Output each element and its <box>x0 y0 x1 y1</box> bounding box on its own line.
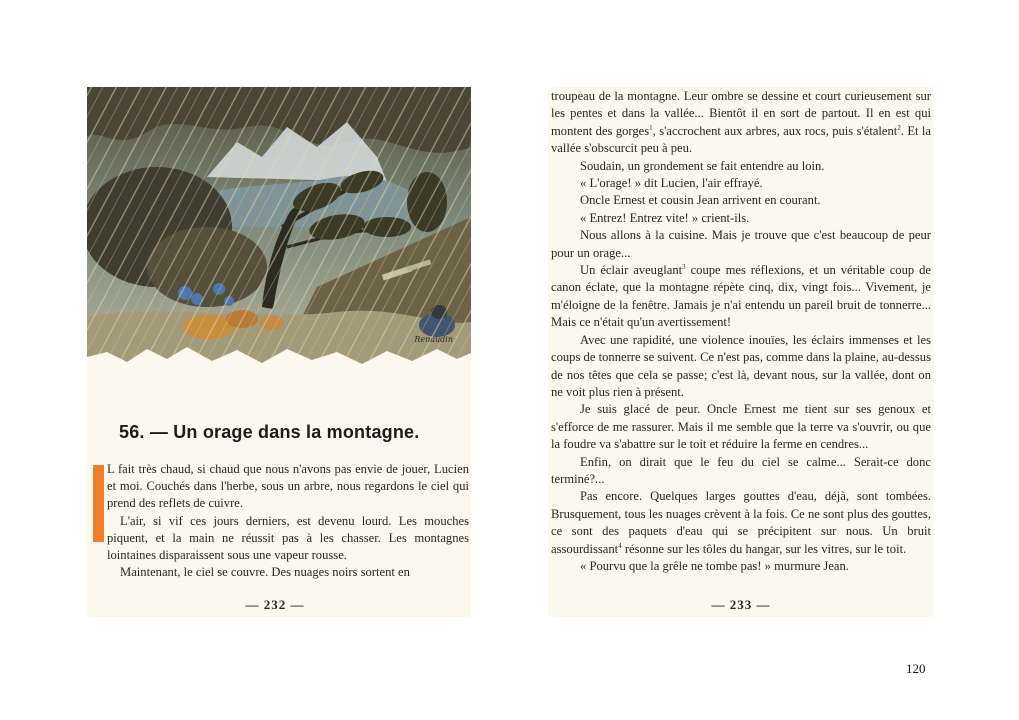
page-number-right: — 233 — <box>711 597 771 612</box>
paragraph: Soudain, un grondement se fait entendre au loin. <box>580 158 825 173</box>
text-run: troupeau de la montagne. Leur ombre se dessine et court curieusement sur les pentes et dans la vallée... Bientôt il en sort de partout. Il en est qui montent des gorges <box>551 89 931 138</box>
text-run: Pas encore. Quelques larges gouttes d'eau, déjà, sont tombées. Brusquement, tous les nuages crèvent à la fois. Ce ne sont plus des gouttes, ce sont des paquets d'eau qui se précipitent sur nous. Un bruit assourdissant <box>551 489 931 556</box>
paragraph: Nous allons à la cuisine. Mais je trouve que c'est beaucoup de peur pour un orage... <box>551 228 931 260</box>
text-run: résonne sur les tôles du hangar, sur les vitres, sur le toit. <box>621 541 907 556</box>
right-book-page <box>548 87 934 617</box>
paragraph: L'air, si vif ces jours derniers, est devenu lourd. Les mouches piquent, et la main ne réussit pas à les chasser. Les montagnes lointaines disparaissent sous une vapeur rousse. <box>107 513 469 563</box>
footnote-mark: 1 <box>649 123 653 132</box>
footnote-mark: 4 <box>618 541 622 550</box>
paragraph: Je suis glacé de peur. Oncle Ernest me tient sur ses genoux et s'efforce de me rassurer. Mais il me semble que la terre va s'ouvrir, ou que la foudre va s'abattre sur le toit et réduire la ferme en cendres... <box>551 402 931 452</box>
paragraph: « L'orage! » dit Lucien, l'air effrayé. <box>580 176 763 191</box>
storm-illustration <box>87 87 471 387</box>
right-page-text <box>551 88 931 575</box>
text-run: . Et la vallée s'obscurcit peu à peu. <box>551 123 931 156</box>
paragraph <box>551 488 931 558</box>
left-page-text <box>91 461 469 581</box>
text-run: Un éclair aveuglant <box>580 263 683 278</box>
chapter-title: 56. — Un orage dans la montagne. <box>119 422 420 442</box>
illustration-signature: Renaudin <box>414 335 453 344</box>
document-page-number: 120 <box>906 661 926 676</box>
left-book-page <box>87 87 471 617</box>
page-number-left: — 232 — <box>245 597 305 612</box>
paragraph <box>551 262 931 332</box>
text-run: coupe mes réflexions, et un véritable coup de canon éclate, que la montagne répète cinq, dix, vingt fois... Vivement, je m'éloigne de la fenêtre. Jamais je n'ai entendu un pareil bruit de tonnerre... Mais ce n'était qu'un avertissement! <box>551 263 931 330</box>
paragraph: Enfin, on dirait que le feu du ciel se calme... Serait-ce donc terminé?... <box>551 454 931 486</box>
paragraph: Avec une rapidité, une violence inouïes, les éclairs immenses et les coups de tonnerre se suivent. Ce n'est pas, comme dans la plaine, au-dessus de nos têtes que cela se passe; c'est là, devant nous, sur la vallée, dont on ne voit plus rien à présent. <box>551 332 931 399</box>
text-run: , s'accrochent aux arbres, aux rocs, puis s'étalent <box>652 123 898 138</box>
paragraph: « Entrez! Entrez vite! » crient-ils. <box>580 210 750 225</box>
footnote-mark: 2 <box>897 123 901 132</box>
paragraph: Maintenant, le ciel se couvre. Des nuages noirs sortent en <box>120 565 410 580</box>
footnote-mark: 3 <box>682 262 686 271</box>
paragraph: « Pourvu que la grêle ne tombe pas! » murmure Jean. <box>580 558 849 573</box>
paragraph: L fait très chaud, si chaud que nous n'avons pas envie de jouer, Lucien et moi. Couchés dans l'herbe, sous un arbre, nous regardons le ciel qui prend des reflets de cuivre. <box>107 462 469 511</box>
paragraph: Oncle Ernest et cousin Jean arrivent en courant. <box>580 193 821 208</box>
paragraph <box>551 88 931 158</box>
